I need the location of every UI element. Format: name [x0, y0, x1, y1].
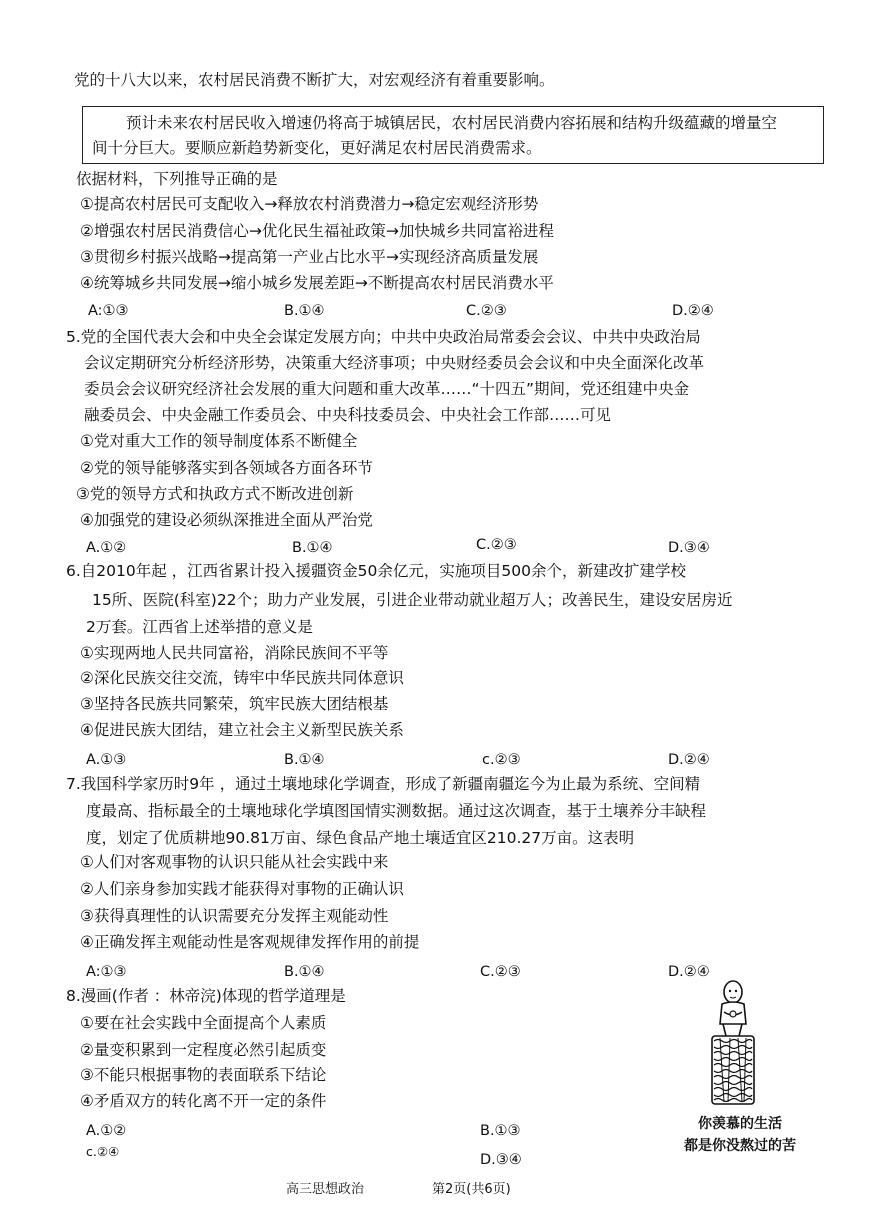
q8-item-4: ④矛盾双方的转化离不开一定的条件: [80, 1092, 327, 1110]
material-line-2: 间十分巨大。要顺应新趋势新变化，更好满足农村居民消费需求。: [92, 139, 542, 157]
q7-option-a: A:①③: [86, 964, 127, 980]
q5-option-b: B.①④: [292, 540, 333, 556]
cartoon-caption-2: 都是你没熬过的苦: [684, 1138, 796, 1154]
q4-item-4: ④统筹城乡共同发展→缩小城乡发展差距→不断提高农村居民消费水平: [80, 274, 554, 292]
q6-item-4: ④促进民族大团结，建立社会主义新型民族关系: [80, 721, 404, 739]
cartoon-caption-1: 你羡慕的生活: [698, 1116, 782, 1132]
q5-option-c: C.②③: [476, 537, 517, 553]
cartoon-image: [690, 978, 800, 1108]
q7-option-d: D.②④: [668, 964, 710, 980]
q6-option-b: B.①④: [284, 752, 325, 768]
material-line-1: 预计未来农村居民收入增速仍将高于城镇居民，农村居民消费内容拓展和结构升级蕴藏的增量空: [126, 114, 778, 132]
q8-option-d: D.③④: [480, 1152, 522, 1168]
q6-item-3: ③坚持各民族共同繁荣，筑牢民族大团结根基: [80, 695, 389, 713]
q6-item-1: ①实现两地人民共同富裕，消除民族间不平等: [80, 644, 389, 662]
q7-item-2: ②人们亲身参加实践才能获得对事物的正确认识: [80, 880, 404, 898]
q7-option-c: C.②③: [480, 964, 521, 980]
q7-item-4: ④正确发挥主观能动性是客观规律发挥作用的前提: [80, 933, 420, 951]
q5-item-1: ①党对重大工作的领导制度体系不断健全: [80, 432, 358, 450]
q4-option-d: D.②④: [672, 303, 714, 319]
q7-item-3: ③获得真理性的认识需要充分发挥主观能动性: [80, 907, 389, 925]
q6-option-a: A.①③: [86, 752, 127, 768]
q7-item-1: ①人们对客观事物的认识只能从社会实践中来: [80, 853, 389, 871]
q4-option-b: B.①④: [284, 303, 325, 319]
q4-option-a: A:①③: [88, 303, 129, 319]
q6-item-2: ②深化民族交往交流，铸牢中华民族共同体意识: [80, 669, 404, 687]
q5-stem-3: 委员会会议研究经济社会发展的重大问题和重大改革……“十四五”期间，党还组建中央金: [84, 380, 690, 398]
q8-option-a: A.①②: [86, 1123, 127, 1139]
intro-line: 党的十八大以来，农村居民消费不断扩大，对宏观经济有着重要影响。: [74, 71, 555, 89]
q8-item-3: ③不能只根据事物的表面联系下结论: [80, 1066, 327, 1084]
q8-option-b: B.①③: [480, 1123, 521, 1139]
q8-stem: 8.漫画(作者 ：林帝浣)体现的哲学道理是: [66, 987, 346, 1005]
q6-stem-1: 6.自2010年起 ，江西省累计投入援疆资金50余亿元，实施项目500余个，新建改扩建学校: [66, 562, 686, 580]
q5-item-3: ③党的领导方式和执政方式不断改进创新: [76, 485, 354, 503]
footer-subject: 高三思想政治: [286, 1182, 365, 1197]
q5-item-2: ②党的领导能够落实到各领域各方面各环节: [80, 459, 373, 477]
q8-item-2: ②量变积累到一定程度必然引起质变: [80, 1041, 327, 1059]
q4-stem: 依据材料，下列推导正确的是: [76, 170, 278, 188]
q7-option-b: B.①④: [284, 964, 325, 980]
q7-stem-1: 7.我国科学家历时9年 ，通过土壤地球化学调查，形成了新疆南疆迄今为止最为系统、空间精: [66, 775, 701, 793]
q4-item-1: ①提高农村居民可支配收入→释放农村消费潜力→稳定宏观经济形势: [80, 195, 539, 213]
q6-stem-3: 2万套。江西省上述举措的意义是: [86, 618, 313, 636]
q8-item-1: ①要在社会实践中全面提高个人素质: [80, 1014, 327, 1032]
q7-stem-3: 度，划定了优质耕地90.81万亩、绿色食品产地土壤适宜区210.27万亩。这表明: [86, 829, 635, 847]
q5-stem-2: 会议定期研究分析经济形势，决策重大经济事项；中央财经委员会会议和中央全面深化改革: [84, 354, 705, 372]
q5-stem-4: 融委员会、中央金融工作委员会、中央科技委员会、中央社会工作部……可见: [84, 406, 612, 424]
footer-page-number: 第2页(共6页): [432, 1182, 511, 1197]
q4-option-c: C.②③: [466, 303, 507, 319]
q5-stem-1: 5.党的全国代表大会和中央全会谋定发展方向；中共中央政治局常委会会议、中共中央政治局: [66, 328, 701, 346]
q4-item-3: ③贯彻乡村振兴战略→提高第一产业占比水平→实现经济高质量发展: [80, 248, 539, 266]
q6-stem-2: 15所、医院(科室)22个；助力产业发展，引进企业带动就业超万人；改善民生，建设安居房近: [92, 591, 733, 609]
q7-stem-2: 度最高、指标最全的土壤地球化学填图国情实测数据。通过这次调查，基于土壤养分丰缺程: [86, 802, 707, 820]
q6-option-d: D.②④: [668, 752, 710, 768]
q6-option-c: c.②③: [482, 752, 521, 768]
q4-item-2: ②增强农村居民消费信心→优化民生福祉政策→加快城乡共同富裕进程: [80, 222, 554, 240]
q5-option-d: D.③④: [668, 540, 710, 556]
q5-option-a: A.①②: [86, 540, 127, 556]
q5-item-4: ④加强党的建设必须纵深推进全面从严治党: [80, 511, 373, 529]
q8-option-c: c.②④: [86, 1144, 120, 1159]
